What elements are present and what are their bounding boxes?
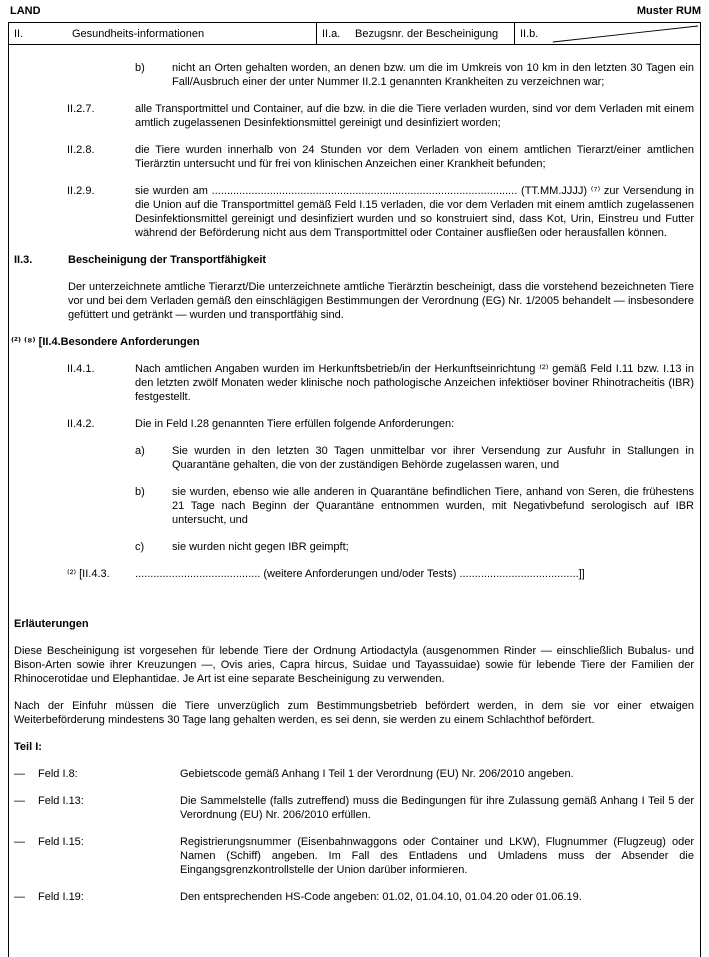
cell-iia-number: II.a. (322, 27, 341, 40)
clause-II-2-7 (9, 102, 700, 130)
clause-letter: b) (135, 486, 145, 498)
section-II-3-paragraph: Der unterzeichnete amtliche Tierarzt/Die unterzeichnete amtliche Tierärztin bescheinigt, dass die vorstehend bezeichneten Tiere vor und bei dem Verladen gemäß den einschlägigen Bestimmungen der Verordnung (EG) Nr. 1/2005 behandelt — insbesondere gefüttert und getränkt — wurden und transportfähig sind. (68, 281, 694, 321)
clause-II-4-2-a (9, 444, 700, 472)
section-II-4-heading: ⁽²⁾ ⁽⁸⁾ [II.4.Besondere Anforderungen (11, 336, 200, 348)
clause-dotted-line: ......................................... (weitere Anforderungen und/oder Tests) .......................................]] (135, 568, 585, 580)
field-note-I-19 (9, 890, 700, 904)
clause-II-4-2-b (9, 485, 700, 527)
part-ii-number: II. (14, 27, 24, 40)
clause-number: II.2.7. (67, 103, 95, 115)
clause-text: Sie wurden in den letzten 30 Tagen unmittelbar vor ihrer Versendung zur Ausfuhr in Stallungen in Quarantäne gehalten, die von der zuständigen Behörde zugelassen waren, und (172, 445, 694, 471)
field-label: Feld I.19: (38, 891, 84, 903)
field-text: Den entsprechenden HS-Code angeben: 01.02, 01.04.10, 01.04.20 oder 01.06.19. (180, 891, 582, 903)
clause-number: II.4.1. (67, 363, 95, 375)
dash-bullet: — (14, 795, 25, 807)
dash-bullet: — (14, 891, 25, 903)
field-text: Die Sammelstelle (falls zutreffend) muss die Bedingungen für ihre Zulassung gemäß Anhang I Teil 5 der Verordnung (EU) Nr. 206/2010 erfüllen. (180, 795, 694, 821)
diagonal-strikethrough-line (515, 23, 700, 44)
field-text: Gebietscode gemäß Anhang I Teil 1 der Verordnung (EU) Nr. 206/2010 angeben. (180, 768, 574, 780)
field-label: Feld I.8: (38, 768, 78, 780)
header-cell-part-ii (9, 23, 316, 44)
teil-i-heading: Teil I: (14, 741, 42, 753)
clause-number: II.4.2. (67, 418, 95, 430)
clause-number: II.2.9. (67, 185, 95, 197)
clause-number: II.2.8. (67, 144, 95, 156)
notes-paragraph-1: Diese Bescheinigung ist vorgesehen für lebende Tiere der Ordnung Artiodactyla (ausgenommen Rinder — einschließlich Bubalus- und Bison-Arten sowie ihrer Kreuzungen —, Ovis aries, Capra hircus, Suidae und Tayassuidae) sowie für lebende Tiere der Familien der Rhinocerotidae und Elephantidae. Je Art ist eine separate Bescheinigung zu verwenden. (14, 645, 694, 685)
page-top-bar (0, 0, 709, 22)
clause-number: ⁽²⁾ [II.4.3. (67, 568, 110, 580)
field-text: Registrierungsnummer (Eisenbahnwaggons oder Container und LKW), Flugnummer (Flugzeug) oder Namen (Schiff) angeben. Im Fall des Entladens und Umladens muss der Absender die Eingangsgrenzkontrollstelle der Union darüber informieren. (180, 836, 694, 876)
section-number: II.3. (14, 254, 33, 266)
header-cell-reference-number (316, 23, 515, 44)
clause-II-4-2-c (9, 540, 700, 554)
clause-text: nicht an Orten gehalten worden, an denen bzw. um die im Umkreis von 10 km in den letzten 30 Tagen ein Fall/Ausbruch einer der unter Nummer II.2.1 genannten Krankheiten zu verzeichnen war; (172, 62, 694, 88)
clause-II-4-1 (9, 362, 700, 404)
muster-label: Muster RUM (636, 5, 701, 17)
header-cell-iib (515, 23, 700, 44)
field-note-I-8 (9, 767, 700, 781)
cell-iib-number: II.b. (520, 27, 539, 40)
certificate-body (8, 45, 701, 957)
clause-II-2-8 (9, 143, 700, 171)
clause-text: Nach amtlichen Angaben wurden im Herkunftsbetrieb/in der Herkunftseinrichtung ⁽²⁾ gemäß Feld I.11 bzw. I.13 in den letzten zwölf Monaten weder klinische noch pathologische Anzeichen infektiöser boviner Rhinotracheitis (IBR) festgestellt. (135, 363, 694, 403)
clause-letter: c) (135, 541, 145, 553)
notes-heading: Erläuterungen (14, 618, 89, 630)
clause-text: Die in Feld I.28 genannten Tiere erfüllen folgende Anforderungen: (135, 418, 455, 430)
field-note-I-15 (9, 835, 700, 877)
clause-text: alle Transportmittel und Container, auf die bzw. in die die Tiere verladen wurden, sind vor dem Verladen mit einem amtlich zugelassenen Desinfektionsmittel gereinigt und desinfiziert worden; (135, 103, 694, 129)
section-title: Bescheinigung der Transportfähigkeit (68, 254, 267, 266)
clause-II-4-3 (9, 567, 700, 581)
clause-II-2-6-b (9, 61, 700, 89)
clause-text: sie wurden nicht gegen IBR geimpft; (172, 541, 349, 553)
section-II-3-heading (9, 253, 700, 267)
part-ii-title: Gesundheits-informationen (72, 27, 205, 40)
land-label: LAND (10, 5, 41, 17)
dash-bullet: — (14, 836, 25, 848)
clause-II-4-2 (9, 417, 700, 431)
clause-II-2-9 (9, 184, 700, 240)
header-table (8, 22, 701, 45)
clause-text: sie wurden am .................................................................................................... (TT.MM.JJJJ) ⁽⁷⁾ zur Versendung in die Union auf die Transportmittel gemäß Feld I.15 verladen, die vor dem Verladen mit einem amtlich zugelassenen Desinfektionsmittel gereinigt und desinfiziert wurden und so konstruiert sind, dass Kot, Urin, Einstreu und Futter während der Beförderung nicht aus dem Transportmittel oder Container ausfließen oder herausfallen können. (135, 185, 694, 239)
field-label: Feld I.15: (38, 836, 84, 848)
notes-paragraph-2: Nach der Einfuhr müssen die Tiere unverzüglich zum Bestimmungsbetrieb befördert werden, in dem sie vor einer etwaigen Weiterbeförderung mindestens 30 Tage lang gehalten werden, es sei denn, sie werden zu einem Schlachthof befördert. (14, 700, 694, 726)
clause-letter: a) (135, 445, 145, 457)
clause-letter: b) (135, 62, 145, 74)
cell-iia-title: Bezugsnr. der Bescheinigung (355, 27, 499, 40)
clause-text: die Tiere wurden innerhalb von 24 Stunden vor dem Verladen von einem amtlichen Tierarzt/einer amtlichen Tierärztin untersucht und für frei von klinischen Anzeichen einer Krankheit befunden; (135, 144, 694, 170)
field-note-I-13 (9, 794, 700, 822)
dash-bullet: — (14, 768, 25, 780)
clause-text: sie wurden, ebenso wie alle anderen in Quarantäne befindlichen Tiere, anhand von Seren, die frühestens 21 Tage nach Beginn der Quarantäne entnommen wurden, mit Negativbefund serologisch auf IBR untersucht, und (172, 486, 694, 526)
field-label: Feld I.13: (38, 795, 84, 807)
